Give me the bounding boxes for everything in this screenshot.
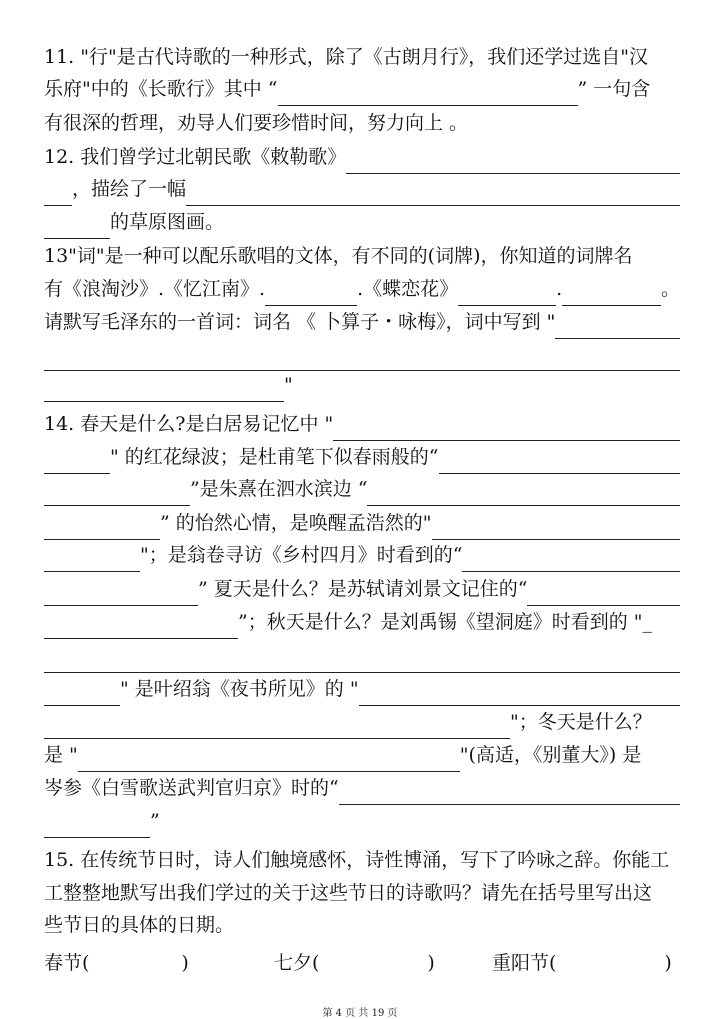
answer-blank[interactable] [432, 512, 681, 540]
answer-blank[interactable] [278, 78, 578, 106]
q13-line-2: 有《浪淘沙》.《忆江南》. .《蝶恋花》 . 。 [44, 272, 680, 306]
answer-blank[interactable] [265, 278, 357, 306]
answer-blank[interactable] [78, 744, 460, 772]
q14-line-9: " 是叶绍翁《夜书所见》的 " [44, 672, 680, 706]
q14-line-7: ”；秋天是什么？是刘禹锡《望洞庭》时看到的 " _ [44, 605, 680, 639]
q14-line-5: "；是翁卷寻访《乡村四月》时看到的“ [44, 538, 680, 572]
q12-line-2: ，描绘了一幅 [44, 172, 680, 206]
answer-blank[interactable] [339, 777, 680, 805]
festival-qixi: 七夕( ) [274, 952, 435, 974]
answer-blank[interactable] [458, 278, 556, 306]
q13-line-1: 13"词"是一种可以配乐歌唱的文体，有不同的(词牌)，你知道的词牌名 [44, 245, 633, 267]
q11-line-3: 有很深的哲理，劝导人们要珍惜时间，努力向上 。 [44, 112, 469, 134]
answer-blank[interactable] [44, 478, 190, 506]
answer-blank[interactable] [44, 512, 160, 540]
answer-blank[interactable] [439, 446, 681, 474]
q15-line-2: 工整整地默写出我们学过的关于这些节日的诗歌吗？请先在括号里写出这 [44, 882, 653, 904]
answer-blank[interactable] [44, 374, 284, 402]
answer-blank[interactable] [44, 211, 110, 239]
q14-line-1: 14. 春天是什么?是白居易记忆中 " [44, 407, 680, 441]
answer-blank[interactable] [44, 178, 72, 206]
page-number: 第 4 页 共 19 页 [322, 1008, 398, 1019]
answer-blank[interactable] [44, 711, 510, 739]
answer-blank[interactable] [527, 578, 680, 606]
answer-blank[interactable] [44, 578, 198, 606]
answer-blank[interactable] [44, 544, 140, 572]
answer-blank[interactable] [186, 178, 680, 206]
answer-blank[interactable] [562, 278, 661, 306]
q14-line-3: ”是朱熹在泗水滨边 “ [44, 472, 680, 506]
answer-blank[interactable] [44, 810, 150, 838]
answer-blank[interactable] [44, 343, 680, 371]
q12-line-3: 的草原图画。 [44, 205, 680, 239]
q14-line-10: "；冬天是什么？ [44, 705, 680, 739]
q14-line-12: 岑参《白雪歌送武判官归京》时的“ [44, 771, 680, 805]
q11-line-1: 11. "行"是古代诗歌的一种形式，除了《古朗月行》，我们还学过选自"汉 [44, 46, 648, 68]
answer-blank[interactable] [44, 611, 238, 639]
q14-line-8 [44, 639, 680, 673]
answer-blank[interactable] [44, 678, 120, 706]
answer-blank[interactable] [346, 146, 680, 174]
q15-line-1: 15. 在传统节日时，诗人们触境感怀，诗性博涌，写下了吟咏之辞。你能工 [44, 849, 670, 871]
q13-line-3: 请默写毛泽东的一首词：词名 《 卜算子・咏梅》，词中写到 " [44, 305, 680, 339]
answer-blank[interactable] [555, 311, 680, 339]
festival-spring: 春节( ) [44, 952, 189, 974]
festival-double-ninth: 重阳节( ) [492, 952, 672, 974]
q13-line-5: " [44, 368, 680, 402]
answer-blank[interactable] [44, 446, 110, 474]
answer-blank[interactable] [44, 645, 680, 673]
q13-line-4 [44, 337, 680, 371]
q12-line-1: 12. 我们曾学过北朝民歌《敕勒歌》 [44, 140, 680, 174]
q14-line-2: " 的红花绿波；是杜甫笔下似春雨般的“ [44, 440, 680, 474]
q14-line-4: ” 的怡然心情，是唤醒孟浩然的" [44, 506, 680, 540]
answer-blank[interactable] [367, 478, 680, 506]
q14-line-6: ” 夏天是什么？是苏轼请刘景文记住的“ [44, 572, 680, 606]
answer-blank[interactable] [359, 678, 680, 706]
q14-line-13: ” [44, 804, 680, 838]
answer-blank[interactable] [462, 544, 680, 572]
q14-line-11: 是 " "(高适，《别董大》) 是 [44, 738, 680, 772]
q11-line-2: 乐府"中的《长歌行》其中 “ ” 一句含 [44, 72, 680, 106]
answer-blank[interactable] [333, 413, 680, 441]
q15-line-3: 些节日的具体的日期。 [44, 914, 235, 936]
